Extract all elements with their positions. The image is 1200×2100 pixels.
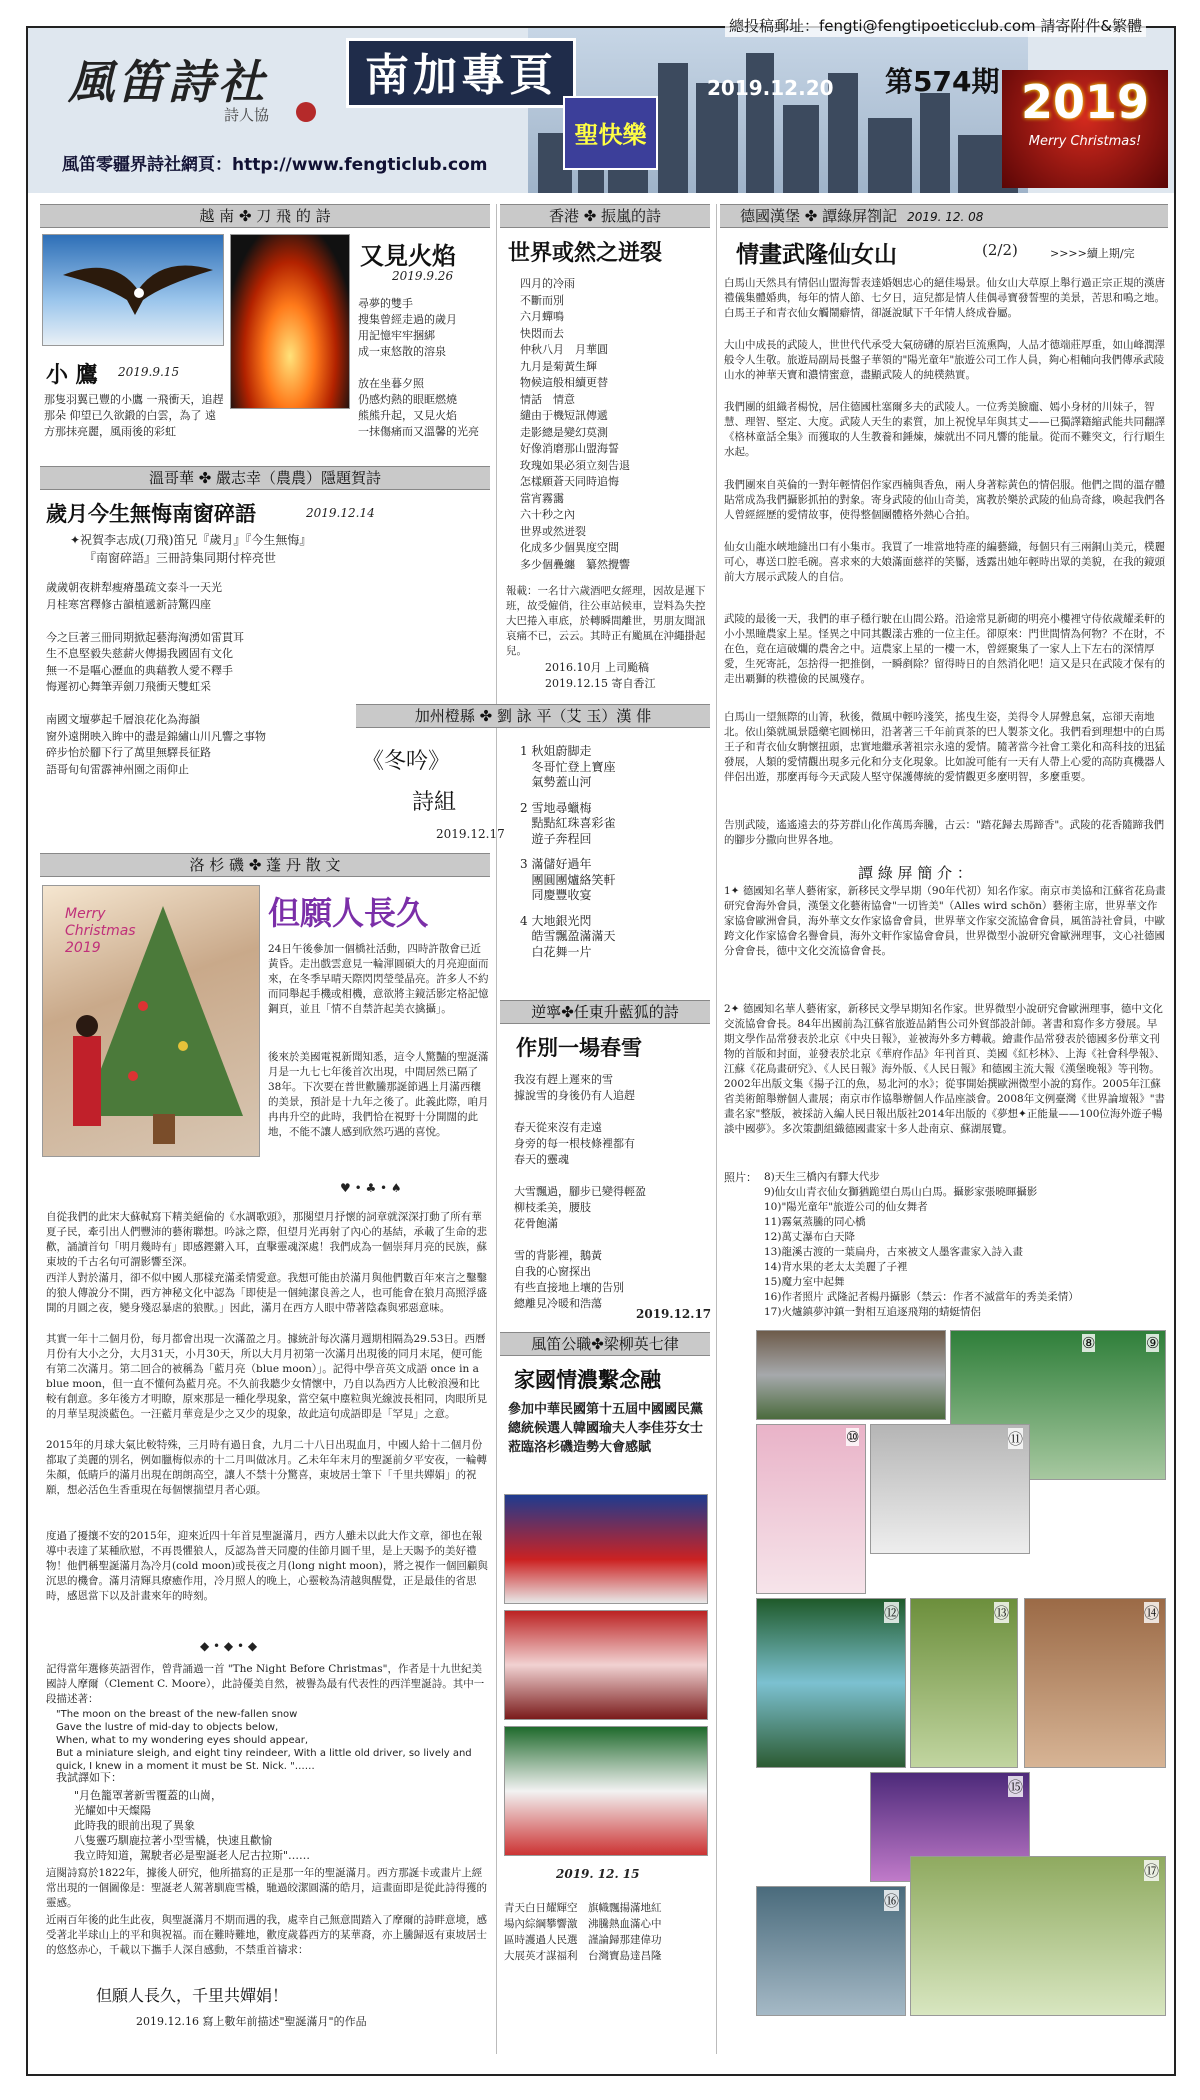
essay-paragraph-1: 24日午後參加一個橋社活動，四時許散會已近黃昏。走出戲雲意見一輪渾圓碩大的月亮迎面而來，在冬季早晴天際閃閃瑩瑩晶亮。許多人不約而同舉起手機或相機，意欲將主鏡活影定格記憶鋼頁，並且「情不自禁許起美衣擒攝」。 xyxy=(268,943,489,1015)
poem-date-eagle: 2019.9.15 xyxy=(118,365,180,379)
caption-line: 8)天生三橋內有驛大代步 xyxy=(764,1171,880,1183)
poem-line: 多少個疊纏 纂然攪響 xyxy=(520,557,630,571)
article-paragraph-3: 我們團的組織者楊悅，居住德國杜塞爾多夫的武陵人。一位秀美臉龐、嫣小身材的川妹子，智慧、理智、堅定、大度。武陵人天生的素質，加上祝悅早年與其丈——已獨譯籍縮武能共同翻譯《格林童話全集》而獲取的人生教養和錘煉，煉就出不同凡響的能量。從而不難突文，行行順生水起。 xyxy=(724,401,1165,458)
essay-paragraph-10: 這闋詩寫於1822年，據後人研究，他所描寫的正是那一年的聖誕滿月。西方那誕卡或畫片上經常出現的一個圖像是：聖誕老人駕著馴鹿雪橇，馳過皎潔圓滿的皓月，這畫面即是從此詩得獲的靈感。 xyxy=(46,1867,487,1909)
essay-paragraph-7: 度過了擾攘不安的2015年，迎來近四十年首見聖誕滿月，西方人雖未以此大作文章，卻也在報導中表達了某種欣慰，不再畏懼狼人，反認為普天同慶的佳節月圓千里，是上天賜予的美好禮物！他們稱聖誕滿月為冷月(cold moon)或長夜之月(long night moon)，將之視作一個回顧與沉思的機會。滿月清輝具療癒作用，冷月照人的晚上，心靈較為清越與醒覺，正是最佳的省思時，感恩當下以及計畫來年的時刻。 xyxy=(46,1530,488,1602)
poem-title-eagle: 小 鷹 xyxy=(46,363,98,388)
seal-icon xyxy=(296,102,316,122)
essay-english-quote xyxy=(56,1708,490,1773)
poem-line xyxy=(358,360,492,376)
photo-10-dancer xyxy=(756,1424,866,1594)
photo-number-badge: ⑨ xyxy=(1146,1334,1160,1352)
poem-line: 今之巨著三冊同期掀起藝海洶湧如雷貫耳 xyxy=(46,630,244,644)
haiku-line: 4 大地銀光閃 xyxy=(520,913,592,928)
haiku-date: 2019.12.17 xyxy=(436,827,505,841)
translation-line: 光耀如中天燦陽 xyxy=(74,1804,151,1817)
poem-line: 有些直接地上壤的告別 xyxy=(514,1281,624,1294)
christmas-tree-photo xyxy=(42,885,260,1157)
photo-number-badge: ⑯ xyxy=(884,1892,900,1910)
poem-body-world xyxy=(520,276,710,573)
poem-line xyxy=(514,1232,710,1248)
christmas-2019-image xyxy=(1002,70,1168,188)
photo-number-badge: ⑧ xyxy=(1082,1334,1096,1352)
club-logo: 風笛詩社 xyxy=(68,55,268,109)
essay-closing-line: 但願人長久，千里共嬋娟！ xyxy=(96,1986,289,2005)
poem-date-world-2: 2019.12.15 寄自香江 xyxy=(545,677,656,690)
section-header-losangeles: 洛 杉 磯 ✤ 蓬 丹 散 文 xyxy=(40,853,490,877)
essay-paragraph-3: 自從我們的此宋大蘇軾寫下精美絕倫的《水調歌頭》，那闋望月抒懷的詞章就深深打動了所有華夏子民，牽引出人們豐沛的藝術聯想。吟詠之際，但望月光再射了內心的基結，承載了生命的悲歡，誦讀首句「明月幾時有」即感鏗鏘入耳，直擊靈魂深處！我們成為一個崇拜月亮的民族，蘇東坡的千古名句可謂影響至深。 xyxy=(46,1211,487,1268)
poem-line: 據說雪的身後仍有人追趕 xyxy=(514,1089,635,1102)
poem-line: 無一不是嘔心瀝血的典藉教人愛不釋手 xyxy=(46,663,233,677)
fire-photo xyxy=(230,234,350,409)
translation-line: 此時我的眼前出現了異象 xyxy=(74,1819,195,1832)
poem-line: 熊熊升起，又見火焰 xyxy=(358,409,457,422)
poem-body-snow xyxy=(514,1072,710,1312)
photo-number-badge: ⑬ xyxy=(994,1604,1010,1622)
poem-line: 自我的心窗探出 xyxy=(514,1265,591,1278)
translation-line: 八隻靈巧馴鹿拉著小型雪橇，快速且歡愉 xyxy=(74,1834,272,1847)
poem-line: 怎樣願蒼天同時追悔 xyxy=(520,475,619,488)
acrostic-dedication-2: 『南窗碎語』三冊詩集同期付梓亮世 xyxy=(84,551,277,565)
poem-line: 春天的靈魂 xyxy=(514,1153,569,1166)
poem-line: 悔遲初心舞筆弄劍刀飛衝天雙虹采 xyxy=(46,680,211,693)
tree-photo-text: Merry Christmas 2019 xyxy=(65,906,136,956)
poem-body-fire xyxy=(358,296,492,440)
haiku-item xyxy=(520,914,710,961)
rally-photo-1 xyxy=(504,1494,708,1604)
eagle-icon xyxy=(43,235,224,346)
poem-line xyxy=(46,613,376,630)
poem-line: 仲秋八月 月華圓 xyxy=(520,343,608,356)
poem-subtitle-family: 參加中華民國第十五屆中國國民黨總統候選人韓國瑜夫人李佳芬女士蒞臨洛杉磯造勢大會感賦 xyxy=(508,1402,704,1455)
photo-captions-label: 照片： xyxy=(724,1171,757,1184)
photo-number-badge: ⑪ xyxy=(1008,1430,1024,1448)
haiku-item xyxy=(520,857,710,904)
essay-paragraph-5: 其實一年十二個月份，每月都會出現一次滿盈之月。據統計每次滿月週期相隔為29.53日。西曆月份有大小之分，大月31天，小月30天，所以大月月初第一次滿月出現後的同月末尾，便可能有第二次滿月。第二回合的被稱為「藍月亮（blue moon）」。記得中學音英文成語 once in a blue moon，但一直不懂何為藍月亮。不久前我聽少女情懷中，乃自以為西方人比較浪漫和比較有創意。多年後方才明瞭，原來那是一種化學現象，當空氣中塵粒與光線波長相同，肉眼所見的月華呈現淡藍色。一汪藍月華竟是少之又少的現象，故此這句成語即是「罕見」之意。 xyxy=(46,1333,487,1420)
bio-paragraph-1: 1✦ 德國知名華人藝術家，新移民文學早期（90年代初）知名作家。南京市美協和江蘇省花鳥畫研究會海外會員，漢堡文化藝術協會"一切皆美"（Alles wird schön）藝術主席，世界華文作家協會歐洲會員，海外華文女作家協會會員，世界華文作家交流協會會員，風笛詩社會員，中歐跨文化作家協會名譽會員，海外文軒作家協會會員，世界微型小說研究會歐洲理事，文心社德國分會會長，德中文化交流協會會長。 xyxy=(724,885,1166,957)
caption-line: 13)龍溪古渡的一葉扁舟，古來被文人墨客畫家入詩入畫 xyxy=(764,1246,1023,1258)
decorative-suits: ♥ • ♣ • ♠ xyxy=(340,1181,402,1195)
submission-email[interactable]: 總投稿郵址：fengti@fengtipoeticclub.com 請寄附件&繁體 xyxy=(725,14,1146,37)
caption-line: 11)霧氣蒸騰的同心橋 xyxy=(764,1216,866,1228)
hamburg-section-date: 2019. 12. 08 xyxy=(907,210,984,224)
photo-captions xyxy=(764,1170,1166,1320)
section-header-vancouver: 溫哥華 ✤ 嚴志幸（農農）隱題賀詩 xyxy=(40,466,490,490)
poem-title-fire: 又見火焰 xyxy=(360,242,456,270)
poem-line: 情話 情意 xyxy=(520,392,575,406)
article-title: 情畫武隆仙女山 xyxy=(736,242,897,268)
page-title: 南加專頁 xyxy=(346,38,576,108)
poem-line: 窗外遠開映入眸中的盡是錦繡山川凡響之事物 xyxy=(46,729,266,743)
essay-translation xyxy=(74,1788,310,1863)
haiku-title: 《冬吟》 xyxy=(362,749,451,774)
haiku-line: 冬哥忙登上寶座 xyxy=(520,759,616,774)
photo-number-badge: ⑩ xyxy=(846,1428,860,1446)
poem-line: 快悶而去 xyxy=(520,326,564,340)
poem-line: 玫瑰如果必須立刻告退 xyxy=(520,458,630,472)
poem-line: 不斷而別 xyxy=(520,293,564,307)
essay-paragraph-8: 記得當年選修英語習作，曾背誦過一首 "The Night Before Christmas"，作者是十九世紀美國詩人摩爾（Clement C. Moore），此詩優美自然，被譽為最有代表性的西洋聖誕詩。其中一段描述著： xyxy=(46,1663,485,1705)
article-paragraph-4: 我們團來自英倫的一對年輕情侶作家西楠與香魚，兩人身著粽黃色的情侶服。他們之間的溫存體貼常成為我們攝影抓拍的對象。寄身武陵的仙山奇美，寓教於樂於武陵的仙鳥奇緣，喚起我們各人曾經經歷的愛情故事，使得整個團體格外熱心合拍。 xyxy=(724,479,1165,521)
poem-line: 春天從來沒有走遠 xyxy=(514,1121,602,1134)
haiku-line: 團圓團爐絡笑軒 xyxy=(520,872,616,887)
poem-line: 用記憶牢牢捆綁 xyxy=(358,329,435,342)
column-divider-2 xyxy=(716,204,717,2054)
caption-line: 10)"陽光童年"旅遊公司的仙女舞者 xyxy=(764,1201,928,1213)
poem-line: 大雪飄過，腳步已變得輕盈 xyxy=(514,1185,646,1198)
essay-signature: 2019.12.16 寫上數年前描述"聖誕滿月"的作品 xyxy=(136,2015,367,2028)
photo-number-badge: ⑭ xyxy=(1144,1604,1160,1622)
poem-line: 花骨飽滿 xyxy=(514,1217,558,1230)
section-header-fengdi: 風笛公職✤梁柳英七律 xyxy=(500,1332,710,1356)
bio-paragraph-2: 2✦ 德國知名華人藝術家，新移民文學早期知名作家。世界微型小說研究會歐洲理事，德中文化交流協會會長。84年出國前為江蘇省旅遊品銷售公司外貿部設計師。著書和寫作多方發展。早期文學作品常發表於北京《中央日報》，並被海外多方轉載。繪畫作品常發表於德國多份華文刊物的首版和封面，並發表於北京《華府作品》年刊首頁、美國《紅杉林》、上海《社會科學報》、江蘇《花鳥畫研究》、《人民日報》海外版、《人民日報》和德國主流大報《漢堡晚報》等刊物。2002年出版文集《揚子江的魚，易北河的水》；從事開始撰歐洲微型小說的寫作。2005年江蘇省美術館舉辦個人畫展；南京市作協舉辦個人作品座談會。2008年文例臺灣《世界論壇報》"書畫名家"整版，被採訪入編人民日報出版社2014年出版的《夢想✦正能量——100位海外遊子暢談中國夢》。多次策劃組織德國畫家十多人赴南京、蘇湖展覽。 xyxy=(724,1003,1166,1135)
bio-title: 譚 綠 屏 簡 介 ： xyxy=(858,864,972,882)
poem-body-acrostic xyxy=(46,580,376,778)
article-continued: >>>>續上期/完 xyxy=(1050,247,1135,260)
article-paragraph-1: 白馬山天然具有情侶山盟海誓表達婚姻忠心的絕佳場景。仙女山大草原上舉行過正宗正規的漢唐禮儀集體婚典，每年的情人節、七夕日，這兒都是情人佳偶尋寶發誓聖的美景，苦思和鳴之地。白馬王子和青衣仙女觸鬧癖情，卻誕說賦下千年情人終成眷屬。 xyxy=(724,277,1165,319)
photo-number-badge: ⑰ xyxy=(1144,1862,1160,1880)
rally-photo-2 xyxy=(504,1610,708,1720)
poem-line: 四月的冷雨 xyxy=(520,277,575,290)
poem-line: 尋夢的雙手 xyxy=(358,297,413,310)
essay-paragraph-2: 後來於美國電視新聞知悉，這令人驚豔的聖誕滿月是一九七七年後首次出現，中間居然已隔了38年。下次要在普世歡騰那誕節遇上月滿西穰的美景，預計是十九年之後了。此義此際，咱月冉冉升空的此時，我們恰在視野十分開闊的此地，不能不讓人感到欣然巧遇的喜悅。 xyxy=(268,1051,489,1138)
poem-date-fire: 2019.9.26 xyxy=(392,269,454,283)
xmas-message: Merry Christmas! xyxy=(1028,134,1142,149)
poem-line: 歲歲朝夜耕犁瘦瘠墨疏文泰斗一天光 xyxy=(46,581,222,594)
haiku-line: 遊子奔程回 xyxy=(520,831,592,846)
poem-line: 六月蟬鳴 xyxy=(520,310,564,323)
haiku-item xyxy=(520,744,710,791)
hamburg-section-label: 德國漢堡 ✤ 譚綠屏劄記 xyxy=(740,207,898,225)
poem-line: 青天白日耀輝空 旗幟飄揚滿地紅 xyxy=(504,1902,662,1914)
essay-paragraph-4: 西洋人對於滿月，卻不似中國人那樣充滿柔情愛意。我想可能由於滿月與他們數百年來言之鑿鑿的狼人傳說分不開，西方神秘文化中認為「即使是一個純潔良善之人，也可能會在狼月高照浮盛開的月圓之夜，變身殘忍暴虐的狼獸。」因此，滿月在西方人眼中帶著陰森與邪惡意味。 xyxy=(46,1272,487,1314)
poem-line: 大展英才謀福利 台灣寶島達昌隆 xyxy=(504,1950,662,1962)
rally-photo-3 xyxy=(504,1726,708,1856)
decorative-diamonds: ◆ • ◆ • ◆ xyxy=(200,1639,258,1653)
website-link[interactable]: 風笛零疆界詩社網頁：http://www.fengticlub.com xyxy=(62,155,488,175)
photo-14-old-lady xyxy=(1024,1598,1166,1768)
caption-line: 16)作者照片 武隆記者楊丹攝影（禁云：作者不滅當年的秀美柔情） xyxy=(764,1291,1079,1303)
poem-line: 南國文壇夢起千層浪花化為海韻 xyxy=(46,713,200,726)
poem-line: 生不息堅毅失慈薪火傳揚我國固有文化 xyxy=(46,647,233,660)
xmas-year: 2019 xyxy=(1020,75,1150,129)
column-divider-1 xyxy=(496,204,497,2054)
poem-line: 語哥旬旬雷霹神州園之雨仰止 xyxy=(46,762,189,776)
holiday-badge: 聖快樂 xyxy=(563,96,658,170)
photo-8-bridge xyxy=(756,1330,946,1420)
logo-subtitle: 詩人協 xyxy=(224,106,270,124)
poem-line: 化成多少個異度空間 xyxy=(520,541,619,554)
photo-13-boat xyxy=(910,1598,1018,1768)
poem-line: 搜集曾經走過的歲月 xyxy=(358,313,457,326)
rally-photo-date: 2019. 12. 15 xyxy=(556,1867,640,1881)
poem-note-world: 報載：一名廿六歲酒吧女經理，因故是遲下班，故受僱俏，往公車站候車，豈料為失控大巴捲入車底，於轉瞬間離世，男朋友聞訊哀痛不已，云云。其時正有颱風在沖繩掛起兒。 xyxy=(506,585,706,657)
poem-line: 月桂寒宮釋修古韻植遞新詩驚四座 xyxy=(46,597,211,611)
haiku-item xyxy=(520,801,710,848)
poem-line: 繾由于機短訊傳遞 xyxy=(520,409,608,422)
poem-date-world-1: 2016.10月 上司颱稿 xyxy=(545,661,649,674)
poem-line: 好像消磨那山盟海誓 xyxy=(520,442,619,455)
haiku-line: 皓雪飄盈滿滿天 xyxy=(520,929,616,943)
poem-line xyxy=(514,1168,710,1184)
poem-line: 成一束悠散的溶泉 xyxy=(358,345,446,358)
poem-title-world: 世界或然之迸裂 xyxy=(508,241,663,266)
poem-line: 六十秒之內 xyxy=(520,508,575,521)
photo-11-bridge-mist xyxy=(870,1424,1030,1554)
poem-line: 雪的背影裡，鵝黃 xyxy=(514,1249,602,1262)
section-header-hamburg xyxy=(720,204,1168,228)
poem-line: 九月是菊黃生輝 xyxy=(520,359,597,373)
haiku-line: 2 雪地尋蠟梅 xyxy=(520,800,592,815)
haiku-list xyxy=(520,744,710,970)
article-paragraph-2: 大山中成長的武陵人，世世代代承受大氣磅礴的原岩巨流熏陶，人品才德端莊厚重，如山峰潤澤般令人生敬。旅遊局副局長盤子華領的"陽光童年"旅遊公司工作人員，夠心相輔向我們傳承武陵山水的神華天寶和濃情蜜意，盡顯武陵人的純樸熱實。 xyxy=(724,339,1165,381)
haiku-line: 白花舞一片 xyxy=(520,944,592,959)
poem-line: 一抹傷痛而又溫馨的光亮 xyxy=(358,425,479,438)
poem-title-snow: 作別一場春雪 xyxy=(516,1036,642,1060)
poem-title-family: 家國情濃繫念融 xyxy=(514,1368,661,1392)
poem-line: 物候這般相續更替 xyxy=(520,376,608,389)
caption-line: 14)背水果的老太太美麗了子裡 xyxy=(764,1261,908,1273)
photo-number-badge: ⑮ xyxy=(1008,1778,1024,1796)
section-header-vietnam: 越 南 ✤ 刀 飛 的 詩 xyxy=(40,204,490,228)
issue-number: 第574期 xyxy=(885,65,1000,98)
poem-line: 碎步怡於腳下行了萬里無驛長征路 xyxy=(46,746,211,759)
article-paragraph-6: 武陵的最後一天，我們的車子穩行駛在山間公路。沿途常見新砌的明亮小樓裡守侍依歲耀柔軒的小小黑瞳農家上星。怪異之中同其觀漾古雅的一位主任。卻原來：門世間情為何物？不在財，不在色，竟在這破爛的農舍之中。這農家上星的一樓一木，曾經聚集了一家人上下左右的深情厚愛，生死寄託，怎捨得一把推倒，一瞬剷除？留得時日的自然消化吧！這又是只在武陵才保有的走出覇獅的秩禮儉的民風殘存。 xyxy=(724,613,1165,685)
essay-paragraph-11: 近兩百年後的此生此夜，與聖誕滿月不期而遇的我，處幸自己無意間踏入了摩爾的詩畔意境，感受著北半球山上的平和與祝福。而在難時難地，歡度歲暮西方的某華裔，亦上騰歸返有東坡居士的悠悠赤心，千載以下攜手人深自感動，不禁重首禱求： xyxy=(46,1914,487,1956)
english-line-3: When, what to my wondering eyes should appear, xyxy=(56,1735,309,1746)
poem-line: 場內綜綱攀響激 沸騰熱血滿心中 xyxy=(504,1918,662,1930)
poem-line: 放在坐暮夕照 xyxy=(358,377,424,390)
translation-line: "月色籠罩著新雪覆蓋的山崗， xyxy=(74,1789,223,1802)
article-paragraph-7: 白馬山一望無際的山箐，秋後，微風中輕吟淺笑，搖曳生姿，美得令人屏聲息氣，忘卻天南地北。依山築就風景隱藥宅圓梯田，沿著著三千年前貢茶的巴人製茶文化。我們看到理想中的白馬王子和青衣仙女駒懷扭頭，忠實地繼承著祖宗永遠的愛情。隨著當今社會工業化和高科技的迅猛發展，人類的愛情觀出現多元化和分支化現象。比如說可能有一天有人帶上心愛的高防真機器人伴侶出遊，那麼再每今天武陵人堅守保護傳統的愛情觀更多麼明智，多麼重要。 xyxy=(724,711,1165,783)
poem-line: 我沒有趕上遲來的雪 xyxy=(514,1073,613,1086)
poem-line: 世界或然迸裂 xyxy=(520,524,586,538)
haiku-line: 氣勢蓋山河 xyxy=(520,775,592,789)
haiku-group-label: 詩組 xyxy=(412,790,457,815)
english-line-1: "The moon on the breast of the new-fallen snow xyxy=(56,1709,298,1720)
photo-17-dragonflies xyxy=(910,1856,1166,2016)
acrostic-dedication-1: ✦祝賀李志成(刀飛)笛兄『歲月』『今生無悔』 xyxy=(70,533,312,547)
article-paragraph-5: 仙女山龍水峽地縫出口有小集市。我買了一堆當地特產的編藝織，每個只有三兩銅山美元，樸麗可心，專送口腔毛碗。喜求來的大娘滿面慈祥的笑靨，透露出她年輕時出眾的美貌，在我的鏡頭前大方展示武陵人的自信。 xyxy=(724,541,1165,583)
section-header-orangecounty: 加州橙縣 ✤ 劉 詠 平（艾 玉）漢 俳 xyxy=(356,704,710,728)
haiku-line: 1 秋姐蔚脚走 xyxy=(520,744,592,758)
translation-line: 我立時知道，駕駛者必是聖誕老人尼古拉斯"…… xyxy=(74,1849,311,1862)
poem-body-eagle: 那隻羽翼已豐的小鷹 一飛衝天，追趕那朵 仰望已久欲鍛的白雲，為了 遠方那抹亮麗，風雨後的彩虹 xyxy=(44,393,224,438)
haiku-line: 同慶豐收宴 xyxy=(520,888,592,902)
poem-title-acrostic: 歲月今生無悔南窗碎語 xyxy=(46,502,256,526)
caption-line: 17)火爐鎮夢沖鎮一對相互追逐飛翔的蜻蜓情侶 xyxy=(764,1306,981,1318)
caption-line: 9)仙女山青衣仙女獅猶跪望白馬山白馬。攝影家張曉暉攝影 xyxy=(764,1186,1038,1198)
poem-line: 仍感灼熱的眼眶燃燒 xyxy=(358,393,457,406)
poem-date-snow: 2019.12.17 xyxy=(636,1307,712,1321)
essay-paragraph-9: 我試譯如下： xyxy=(56,1771,122,1784)
caption-line: 15)魔力室中起舞 xyxy=(764,1276,845,1288)
section-header-hongkong: 香港 ✤ 振嵐的詩 xyxy=(500,204,710,228)
poem-line: 總離見冷暖和浩蕩 xyxy=(514,1297,602,1310)
poem-line: 柳枝柔美，腰肢 xyxy=(514,1201,591,1214)
essay-paragraph-6: 2015年的月球大氣比較特殊，三月時有過日食，九月二十八日出現血月，中國人給十二個月份都取了美麗的別名，例如臘梅似赤的十二月叫做冰月。乙未年年末月的聖誕前夕平安夜，一輪轉朱顏，低睛戶的滿月出現在朗朗高空，讓人不禁十分驚喜，東坡居士筆下「千里共嬋娟」的祝願，想必活色生香重現在每個懷揣望月者心頭。 xyxy=(46,1439,487,1496)
poem-line xyxy=(46,696,376,713)
poem-date-acrostic: 2019.12.14 xyxy=(306,506,375,520)
haiku-line: 點點紅珠喜彩雀 xyxy=(520,816,616,830)
article-part: (2/2) xyxy=(982,241,1018,259)
poem-line: 走影總是變幻莫測 xyxy=(520,425,608,439)
english-line-4: But a miniature sleigh, and eight tiny reindeer, With a little old driver, so lively and quick, I knew in a moment it must be St. Nick. "…… xyxy=(56,1748,472,1772)
photo-number-badge: ⑫ xyxy=(884,1604,900,1622)
essay-title: 但願人長久 xyxy=(268,894,429,932)
poem-line xyxy=(514,1104,710,1120)
photo-12-waterfall xyxy=(756,1598,906,1768)
english-line-2: Gave the lustre of mid-day to objects below, xyxy=(56,1722,279,1733)
article-paragraph-8: 告別武陵，遙遙遠去的芬芳群山化作萬馬奔騰，古云："踏花歸去馬蹄香"。武陵的花香隨蹄我們的腳步分撒向世界各地。 xyxy=(724,819,1165,846)
poem-line: 當宵霧靄 xyxy=(520,491,564,505)
eagle-photo xyxy=(42,234,224,346)
poem-body-family xyxy=(504,1900,710,1964)
poem-line: 身旁的每一根枝條裡都有 xyxy=(514,1137,635,1150)
haiku-line: 3 滿儲好過年 xyxy=(520,857,592,871)
issue-date: 2019.12.20 xyxy=(707,76,834,100)
poem-line: 區時護過人民選 謹論歸那建偉功 xyxy=(504,1934,662,1946)
caption-line: 12)萬丈瀑布白天降 xyxy=(764,1231,855,1243)
section-header-ningxia: 逆寧✤任東升藍狐的詩 xyxy=(500,1000,710,1024)
